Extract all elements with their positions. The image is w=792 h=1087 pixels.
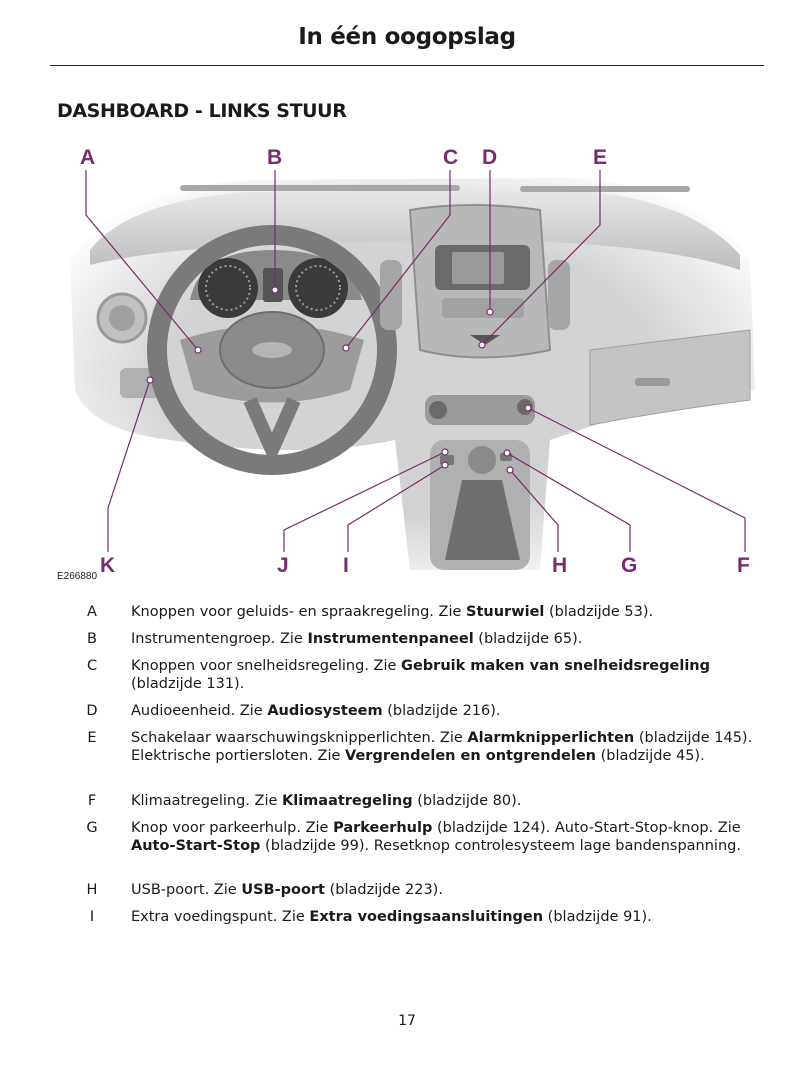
center-vent-right — [548, 260, 570, 330]
figure-label-a: A — [80, 146, 96, 169]
legend-key: D — [86, 703, 98, 719]
page-header-title: In één oogopslag — [298, 24, 516, 50]
legend-reference: Stuurwiel — [466, 604, 545, 620]
glovebox-handle — [635, 378, 670, 386]
legend-text: Schakelaar waarschuwingsknipperlichten. Zie Alarmknipperlichten (bladzijde 145). Elektrische portiersloten. Zie Vergrendelen en ontgrendelen (bladzijde 45). — [131, 730, 753, 764]
legend-reference: Parkeerhulp — [333, 820, 433, 836]
legend-text: Audioeenheid. Zie Audiosysteem (bladzijde 216). — [131, 703, 501, 719]
header-divider — [50, 65, 764, 66]
legend-text: Instrumentengroep. Zie Instrumentenpaneel (bladzijde 65). — [131, 631, 583, 647]
legend-text: Klimaatregeling. Zie Klimaatregeling (bladzijde 80). — [131, 793, 522, 809]
figure-label-e: E — [593, 146, 608, 169]
legend-reference: Extra voedingsaansluitingen — [309, 909, 544, 925]
legend-text: USB-poort. Zie USB-poort (bladzijde 223). — [131, 882, 443, 898]
callout-dot-c — [343, 345, 349, 351]
legend-key: F — [87, 793, 97, 809]
callout-dot-a — [195, 347, 201, 353]
dashboard-drawing — [50, 140, 764, 580]
figure-id: E266880 — [57, 571, 98, 582]
legend-key: C — [86, 658, 98, 674]
legend-reference: Alarmknipperlichten — [467, 730, 635, 746]
legend-reference: Instrumentenpaneel — [307, 631, 474, 647]
legend-text: Knoppen voor geluids- en spraakregeling. Zie Stuurwiel (bladzijde 53). — [131, 604, 654, 620]
figure-label-b: B — [267, 146, 283, 169]
figure-label-h: H — [552, 554, 568, 577]
legend-key: E — [87, 730, 97, 746]
legend-reference: Klimaatregeling — [282, 793, 413, 809]
ford-logo — [252, 342, 292, 358]
legend-key: I — [89, 909, 95, 925]
legend-reference: Audiosysteem — [267, 703, 383, 719]
legend-key: B — [87, 631, 97, 647]
page-number: 17 — [398, 1013, 416, 1029]
figure-label-f: F — [737, 554, 750, 577]
legend-key: A — [87, 604, 97, 620]
dashboard-illustration — [50, 140, 764, 580]
callout-dot-b — [272, 287, 278, 293]
figure-label-k: K — [100, 554, 116, 577]
callout-dot-j — [442, 449, 448, 455]
figure-label-g: G — [621, 554, 638, 577]
figure-label-j: J — [277, 554, 289, 577]
audio-screen — [452, 252, 504, 284]
legend-reference: USB-poort — [241, 882, 325, 898]
callout-dot-e — [479, 342, 485, 348]
figure-label-c: C — [443, 146, 459, 169]
windshield-vent — [180, 185, 460, 191]
figure-label-d: D — [482, 146, 498, 169]
center-display — [263, 268, 283, 302]
gear-knob — [468, 446, 496, 474]
legend-key: H — [86, 882, 98, 898]
callout-dot-k — [147, 377, 153, 383]
callout-dot-h — [507, 467, 513, 473]
callout-dot-g — [504, 450, 510, 456]
callout-dot-d — [487, 309, 493, 315]
center-vent-left — [380, 260, 402, 330]
legend-reference: Vergrendelen en ontgrendelen — [345, 747, 596, 764]
legend-reference: Gebruik maken van snelheidsregeling — [401, 658, 710, 674]
section-title: DASHBOARD - LINKS STUUR — [57, 100, 347, 122]
legend-text: Knoppen voor snelheidsregeling. Zie Gebruik maken van snelheidsregeling (bladzijde 131). — [131, 658, 710, 692]
legend-reference: Auto-Start-Stop — [131, 837, 261, 854]
legend-key: G — [86, 820, 98, 836]
callout-dot-i — [442, 462, 448, 468]
windshield-vent-right — [520, 186, 690, 192]
legend-text: Extra voedingspunt. Zie Extra voedingsaansluitingen (bladzijde 91). — [131, 909, 652, 925]
callout-dot-f — [525, 405, 531, 411]
figure-label-i: I — [343, 554, 349, 577]
climate-knob-left — [429, 401, 447, 419]
left-air-vent-center — [109, 305, 135, 331]
legend-text: Knop voor parkeerhulp. Zie Parkeerhulp (bladzijde 124). Auto-Start-Stop-knop. Zie Auto-Start-Stop (bladzijde 99). Resetknop controlesysteem lage bandenspanning. — [131, 820, 741, 854]
